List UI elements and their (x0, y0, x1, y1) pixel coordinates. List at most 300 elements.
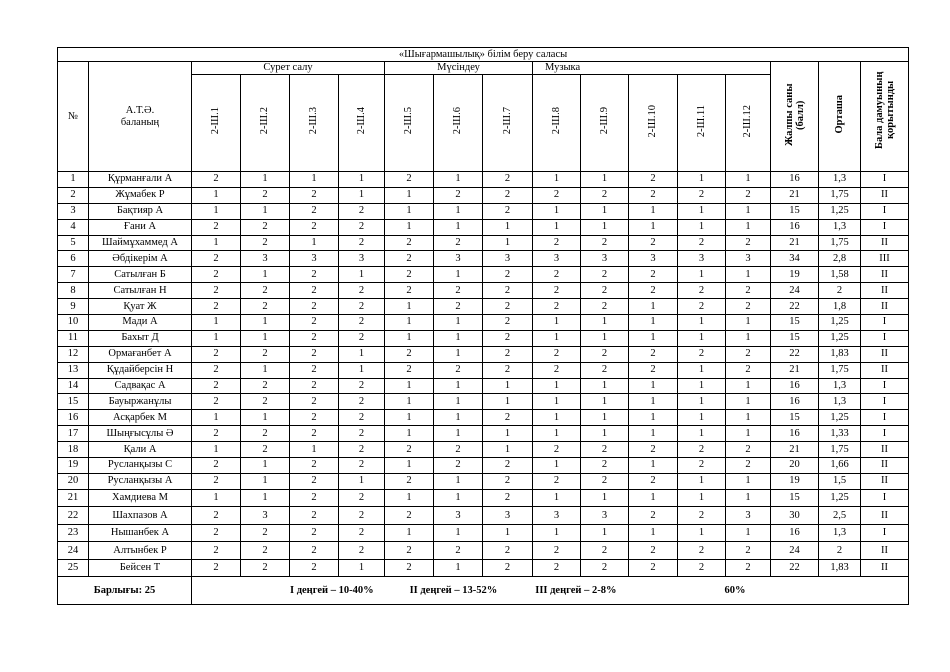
score-cell: 2 (290, 330, 339, 346)
table-row (58, 410, 909, 426)
score-cell: 2 (290, 458, 339, 474)
score-cell: 1 (726, 203, 771, 219)
score-cell: 2 (192, 426, 241, 442)
score-cell: 1 (678, 203, 726, 219)
score-cell: 2 (241, 426, 290, 442)
child-name: Ормағанбет А (89, 346, 192, 362)
row-number: 5 (58, 235, 89, 251)
score-cell: 1 (385, 219, 434, 235)
average-cell: 1,3 (819, 524, 861, 542)
row-number: 4 (58, 219, 89, 235)
code-header-text: 2-Ш.2 (259, 107, 270, 135)
child-name: Нышанбек А (89, 524, 192, 542)
score-cell: 2 (290, 299, 339, 315)
score-cell: 1 (385, 524, 434, 542)
row-number: 13 (58, 362, 89, 378)
score-cell: 2 (192, 559, 241, 577)
table-row (58, 559, 909, 577)
score-cell: 1 (192, 235, 241, 251)
score-cell: 2 (192, 283, 241, 299)
score-cell: 2 (483, 542, 533, 560)
score-cell: 1 (726, 378, 771, 394)
score-cell: 3 (533, 251, 581, 267)
score-cell: 1 (385, 187, 434, 203)
score-cell: 1 (434, 473, 483, 489)
row-number: 25 (58, 559, 89, 577)
level-cell: I (861, 410, 909, 426)
average-cell: 1,8 (819, 299, 861, 315)
score-cell: 1 (241, 315, 290, 331)
code-header-text: 2-Ш.10 (647, 104, 658, 138)
score-cell: 1 (434, 172, 483, 188)
code-header (434, 75, 483, 172)
score-cell: 2 (290, 542, 339, 560)
child-name: Русланқызы С (89, 458, 192, 474)
score-cell: 2 (192, 219, 241, 235)
score-cell: 1 (629, 426, 678, 442)
score-cell: 2 (290, 315, 339, 331)
score-cell: 1 (629, 458, 678, 474)
row-number: 2 (58, 187, 89, 203)
child-name: Русланқызы А (89, 473, 192, 489)
score-cell: 1 (678, 378, 726, 394)
score-cell: 2 (533, 346, 581, 362)
score-cell: 2 (483, 330, 533, 346)
code-header (241, 75, 290, 172)
total-cell: 21 (771, 442, 819, 458)
row-number: 19 (58, 458, 89, 474)
total-cell: 15 (771, 315, 819, 331)
score-cell: 2 (339, 507, 385, 525)
score-cell: 1 (339, 362, 385, 378)
score-cell: 2 (192, 394, 241, 410)
level-cell: II (861, 507, 909, 525)
table-row (58, 473, 909, 489)
score-cell: 2 (192, 346, 241, 362)
score-cell: 2 (339, 235, 385, 251)
score-cell: 2 (726, 542, 771, 560)
score-cell: 3 (290, 251, 339, 267)
row-number: 14 (58, 378, 89, 394)
score-cell: 1 (339, 172, 385, 188)
score-cell: 2 (726, 187, 771, 203)
score-cell: 1 (726, 489, 771, 507)
score-cell: 2 (726, 235, 771, 251)
level-cell: III (861, 251, 909, 267)
score-cell: 2 (629, 235, 678, 251)
name-header-line2: баланың (120, 116, 160, 128)
average-cell: 1,3 (819, 394, 861, 410)
score-cell: 1 (385, 410, 434, 426)
score-cell: 1 (339, 473, 385, 489)
total-cell: 16 (771, 219, 819, 235)
score-cell: 2 (483, 473, 533, 489)
score-cell: 1 (629, 394, 678, 410)
code-header-text: 2-Ш.1 (210, 107, 221, 135)
score-cell: 2 (385, 442, 434, 458)
score-cell: 1 (581, 524, 629, 542)
table-row (58, 251, 909, 267)
score-cell: 2 (629, 187, 678, 203)
level-cell: II (861, 235, 909, 251)
level-cell: I (861, 378, 909, 394)
score-cell: 1 (726, 330, 771, 346)
child-name: Сатылған Б (89, 267, 192, 283)
score-cell: 1 (192, 203, 241, 219)
score-cell: 2 (290, 410, 339, 426)
score-cell: 2 (339, 542, 385, 560)
score-cell: 2 (581, 362, 629, 378)
average-cell: 1,58 (819, 267, 861, 283)
table-row (58, 219, 909, 235)
score-cell: 2 (726, 458, 771, 474)
level-cell: II (861, 267, 909, 283)
score-cell: 2 (533, 283, 581, 299)
score-cell: 2 (629, 559, 678, 577)
name-header-line1: А.Т.Ә. (125, 104, 155, 116)
score-cell: 2 (533, 235, 581, 251)
score-cell: 1 (629, 489, 678, 507)
score-cell: 1 (678, 473, 726, 489)
average-cell: 2 (819, 283, 861, 299)
score-cell: 2 (290, 378, 339, 394)
table-row (58, 442, 909, 458)
score-cell: 2 (629, 362, 678, 378)
table-row (58, 172, 909, 188)
level-cell: II (861, 442, 909, 458)
score-cell: 2 (290, 203, 339, 219)
score-cell: 3 (483, 507, 533, 525)
score-cell: 2 (290, 426, 339, 442)
average-cell: 1,75 (819, 187, 861, 203)
score-cell: 2 (192, 267, 241, 283)
score-cell: 3 (483, 251, 533, 267)
row-number: 17 (58, 426, 89, 442)
level-cell: I (861, 330, 909, 346)
average-cell: 1,66 (819, 458, 861, 474)
average-cell: 1,83 (819, 346, 861, 362)
score-cell: 2 (483, 458, 533, 474)
average-cell: 1,83 (819, 559, 861, 577)
score-cell: 1 (726, 410, 771, 426)
score-cell: 2 (385, 172, 434, 188)
score-cell: 2 (385, 346, 434, 362)
score-cell: 1 (192, 330, 241, 346)
average-cell: 1,25 (819, 315, 861, 331)
score-cell: 2 (629, 542, 678, 560)
score-cell: 2 (483, 410, 533, 426)
score-cell: 2 (434, 187, 483, 203)
score-cell: 2 (290, 267, 339, 283)
score-cell: 2 (192, 458, 241, 474)
total-cell: 16 (771, 426, 819, 442)
child-name: Шахпазов А (89, 507, 192, 525)
score-cell: 2 (385, 473, 434, 489)
score-cell: 1 (385, 394, 434, 410)
score-cell: 2 (290, 473, 339, 489)
score-cell: 2 (629, 507, 678, 525)
child-name: Сатылған Н (89, 283, 192, 299)
score-cell: 1 (581, 203, 629, 219)
average-header (819, 62, 861, 172)
score-cell: 1 (339, 267, 385, 283)
score-cell: 2 (678, 346, 726, 362)
code-header (483, 75, 533, 172)
score-cell: 2 (533, 473, 581, 489)
score-cell: 1 (483, 394, 533, 410)
score-cell: 2 (192, 172, 241, 188)
code-header (290, 75, 339, 172)
code-header (385, 75, 434, 172)
total-count-label: Барлығы: 25 (58, 577, 192, 605)
score-cell: 3 (581, 251, 629, 267)
score-cell: 2 (290, 507, 339, 525)
score-cell: 1 (678, 219, 726, 235)
score-cell: 1 (678, 172, 726, 188)
score-cell: 2 (241, 187, 290, 203)
average-cell: 1,25 (819, 489, 861, 507)
score-cell: 2 (581, 235, 629, 251)
score-cell: 2 (339, 219, 385, 235)
score-cell: 2 (192, 362, 241, 378)
score-cell: 2 (581, 267, 629, 283)
score-cell: 1 (678, 330, 726, 346)
score-cell: 1 (241, 203, 290, 219)
score-cell: 3 (678, 251, 726, 267)
score-cell: 2 (385, 362, 434, 378)
score-cell: 1 (385, 299, 434, 315)
score-cell: 2 (290, 559, 339, 577)
score-cell: 1 (533, 203, 581, 219)
average-cell: 1,75 (819, 442, 861, 458)
total-cell: 21 (771, 235, 819, 251)
score-cell: 3 (629, 251, 678, 267)
score-cell: 1 (290, 235, 339, 251)
table-row (58, 346, 909, 362)
child-name: Қали А (89, 442, 192, 458)
score-cell: 1 (581, 315, 629, 331)
score-cell: 1 (434, 489, 483, 507)
score-cell: 1 (533, 330, 581, 346)
score-cell: 1 (339, 187, 385, 203)
score-cell: 1 (726, 524, 771, 542)
table-row (58, 315, 909, 331)
score-cell: 1 (241, 458, 290, 474)
score-cell: 2 (290, 394, 339, 410)
score-cell: 2 (241, 524, 290, 542)
score-cell: 1 (629, 330, 678, 346)
score-cell: 2 (339, 442, 385, 458)
score-cell: 2 (339, 299, 385, 315)
row-number: 12 (58, 346, 89, 362)
score-cell: 2 (678, 458, 726, 474)
score-cell: 1 (483, 378, 533, 394)
score-cell: 1 (192, 187, 241, 203)
table-row (58, 542, 909, 560)
score-cell: 2 (339, 489, 385, 507)
group-music: Музыка (533, 62, 771, 75)
score-cell: 1 (678, 524, 726, 542)
total-cell: 34 (771, 251, 819, 267)
score-cell: 2 (483, 362, 533, 378)
score-cell: 1 (678, 426, 726, 442)
level2-summary: ІІ деңгей – 13-52% (409, 584, 498, 596)
child-name: Садвақас А (89, 378, 192, 394)
score-cell: 2 (434, 299, 483, 315)
row-number: 18 (58, 442, 89, 458)
score-cell: 2 (629, 442, 678, 458)
score-cell: 3 (241, 251, 290, 267)
score-cell: 2 (483, 489, 533, 507)
average-cell: 1,5 (819, 473, 861, 489)
score-cell: 1 (678, 410, 726, 426)
child-name: Шаймұхаммед А (89, 235, 192, 251)
table-row (58, 524, 909, 542)
percent-summary: 60% (724, 584, 746, 596)
score-cell: 1 (581, 426, 629, 442)
score-cell: 1 (581, 410, 629, 426)
score-cell: 2 (533, 187, 581, 203)
score-cell: 3 (726, 507, 771, 525)
score-cell: 1 (241, 172, 290, 188)
level-cell: II (861, 458, 909, 474)
child-name: Құрманғали А (89, 172, 192, 188)
score-cell: 3 (241, 507, 290, 525)
score-cell: 2 (581, 299, 629, 315)
score-cell: 1 (726, 426, 771, 442)
average-cell: 1,3 (819, 219, 861, 235)
score-cell: 1 (581, 330, 629, 346)
score-cell: 1 (533, 378, 581, 394)
score-cell: 2 (192, 524, 241, 542)
score-cell: 2 (678, 283, 726, 299)
score-cell: 2 (385, 542, 434, 560)
code-header (629, 75, 678, 172)
score-cell: 1 (434, 330, 483, 346)
score-cell: 2 (434, 235, 483, 251)
score-cell: 1 (483, 219, 533, 235)
average-cell: 1,25 (819, 410, 861, 426)
score-cell: 1 (385, 489, 434, 507)
child-name: Асқарбек М (89, 410, 192, 426)
row-number: 23 (58, 524, 89, 542)
score-cell: 2 (241, 559, 290, 577)
score-cell: 1 (241, 410, 290, 426)
score-cell: 2 (678, 559, 726, 577)
child-name: Шыңғысұлы Ә (89, 426, 192, 442)
score-cell: 1 (434, 394, 483, 410)
score-cell: 1 (434, 267, 483, 283)
score-cell: 2 (339, 283, 385, 299)
score-cell: 1 (533, 410, 581, 426)
score-cell: 1 (339, 346, 385, 362)
score-cell: 2 (581, 283, 629, 299)
child-name: Мади А (89, 315, 192, 331)
row-number: 15 (58, 394, 89, 410)
total-cell: 24 (771, 542, 819, 560)
total-cell: 19 (771, 473, 819, 489)
code-header-text: 2-Ш.4 (355, 107, 367, 135)
row-number: 10 (58, 315, 89, 331)
score-cell: 1 (192, 442, 241, 458)
score-cell: 3 (581, 507, 629, 525)
score-cell: 2 (483, 172, 533, 188)
total-cell: 20 (771, 458, 819, 474)
code-header (726, 75, 771, 172)
table-row (58, 458, 909, 474)
score-cell: 1 (726, 219, 771, 235)
total-cell: 22 (771, 299, 819, 315)
score-cell: 1 (533, 489, 581, 507)
table-row (58, 283, 909, 299)
score-cell: 2 (581, 346, 629, 362)
score-cell: 2 (385, 507, 434, 525)
total-cell: 21 (771, 362, 819, 378)
score-cell: 2 (385, 251, 434, 267)
level-cell: I (861, 394, 909, 410)
score-cell: 2 (339, 203, 385, 219)
total-cell: 30 (771, 507, 819, 525)
average-cell: 1,25 (819, 330, 861, 346)
score-cell: 3 (533, 507, 581, 525)
score-cell: 1 (290, 442, 339, 458)
score-cell: 2 (434, 458, 483, 474)
table-row (58, 267, 909, 283)
child-name: Қуат Ж (89, 299, 192, 315)
score-cell: 1 (629, 315, 678, 331)
score-cell: 2 (241, 542, 290, 560)
score-cell: 1 (385, 203, 434, 219)
score-cell: 1 (434, 219, 483, 235)
score-cell: 1 (581, 378, 629, 394)
code-header (339, 75, 385, 172)
score-cell: 1 (678, 267, 726, 283)
score-cell: 2 (241, 378, 290, 394)
score-cell: 1 (385, 315, 434, 331)
score-cell: 3 (339, 251, 385, 267)
level-cell: I (861, 426, 909, 442)
child-name: Әбдікерім А (89, 251, 192, 267)
level-summary (192, 577, 909, 605)
score-cell: 3 (434, 251, 483, 267)
code-header-text: 2-Ш.6 (452, 107, 463, 135)
score-cell: 1 (726, 267, 771, 283)
score-cell: 1 (385, 426, 434, 442)
score-cell: 1 (385, 458, 434, 474)
average-cell: 1,75 (819, 362, 861, 378)
row-number: 6 (58, 251, 89, 267)
score-cell: 2 (241, 442, 290, 458)
total-cell: 21 (771, 187, 819, 203)
level-cell: II (861, 473, 909, 489)
child-name: Хамдиева М (89, 489, 192, 507)
score-cell: 2 (629, 346, 678, 362)
row-number: 8 (58, 283, 89, 299)
row-number: 1 (58, 172, 89, 188)
score-cell: 1 (385, 378, 434, 394)
score-cell: 2 (678, 542, 726, 560)
level-cell: I (861, 489, 909, 507)
score-cell: 2 (483, 299, 533, 315)
average-cell: 2,8 (819, 251, 861, 267)
score-cell: 1 (533, 458, 581, 474)
score-cell: 1 (726, 172, 771, 188)
average-cell: 1,75 (819, 235, 861, 251)
score-cell: 2 (385, 559, 434, 577)
score-cell: 2 (192, 542, 241, 560)
score-cell: 2 (339, 458, 385, 474)
score-cell: 2 (483, 187, 533, 203)
